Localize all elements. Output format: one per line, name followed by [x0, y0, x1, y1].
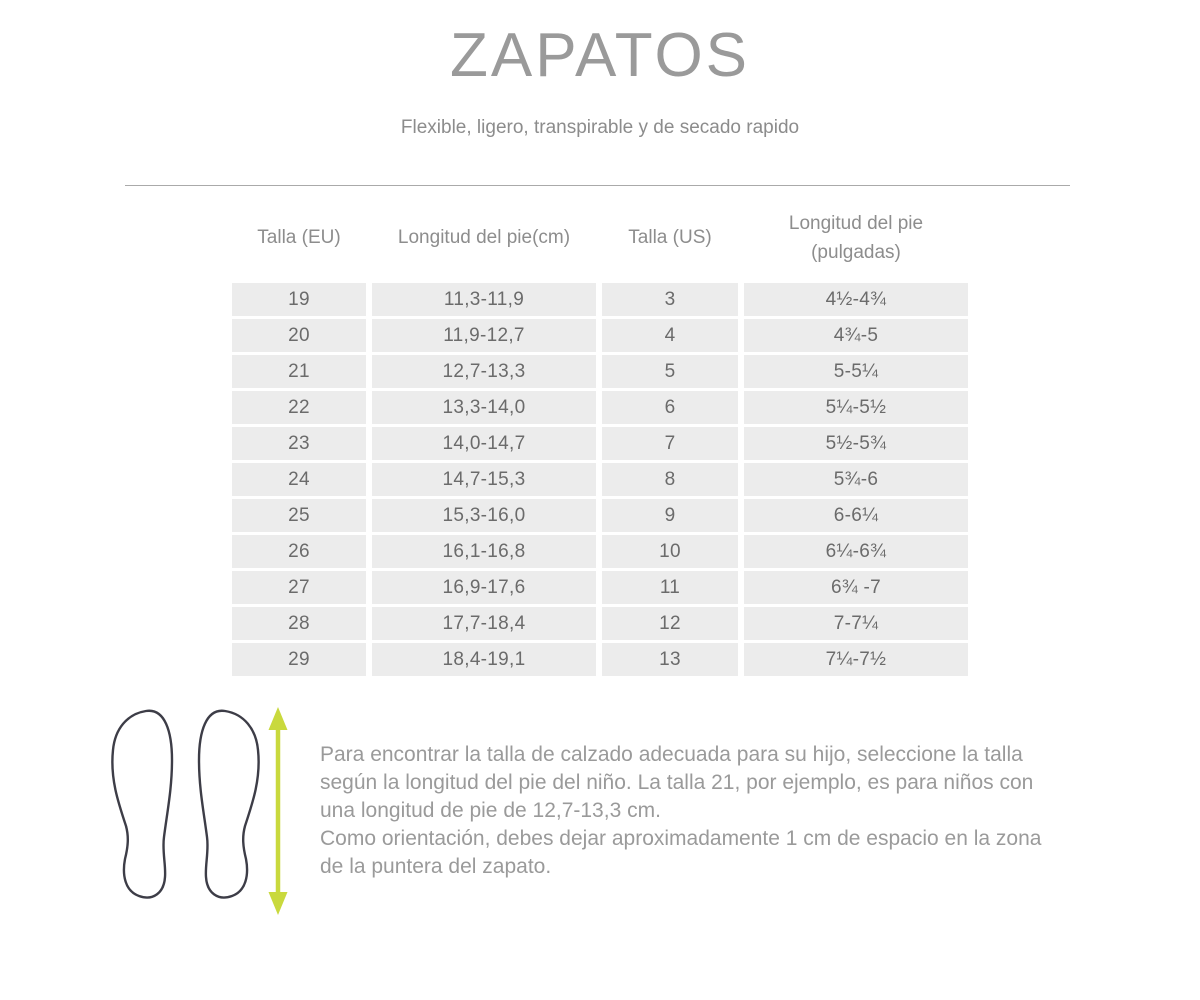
- fit-note-paragraph: Para encontrar la talla de calzado adecuada para su hijo, seleccione la talla según la longitud del pie del niño. La talla 21, por ejemplo, es para niños con una longitud de pie de 12,7-13,3 cm.: [320, 743, 1034, 822]
- fit-note-paragraph: Como orientación, debes dejar aproximadamente 1 cm de espacio en la zona de la puntera del zapato.: [320, 827, 1042, 878]
- table-cell: 25: [232, 499, 366, 532]
- table-cell: 24: [232, 463, 366, 496]
- table-cell: 4¾-5: [744, 319, 968, 352]
- size-table-body: [232, 283, 968, 676]
- table-cell: 20: [232, 319, 366, 352]
- fit-note: [320, 741, 1042, 881]
- table-cell: 12,7-13,3: [372, 355, 596, 388]
- table-cell: 11,3-11,9: [372, 283, 596, 316]
- left-foot-outline: [112, 711, 172, 898]
- divider: [125, 185, 1070, 186]
- table-cell: 10: [602, 535, 738, 568]
- table-cell: 7-7¼: [744, 607, 968, 640]
- table-cell: 8: [602, 463, 738, 496]
- column-header-longitud-pulgadas: Longitud del pie (pulgadas): [788, 212, 924, 263]
- table-cell: 18,4-19,1: [372, 643, 596, 676]
- table-cell: 16,1-16,8: [372, 535, 596, 568]
- table-cell: 28: [232, 607, 366, 640]
- table-cell: 17,7-18,4: [372, 607, 596, 640]
- right-foot-outline: [199, 711, 259, 898]
- table-cell: 6: [602, 391, 738, 424]
- table-cell: 4½-4¾: [744, 283, 968, 316]
- table-cell: 5½-5¾: [744, 427, 968, 460]
- page-title: ZAPATOS: [449, 21, 751, 90]
- table-cell: 27: [232, 571, 366, 604]
- column-header-talla-us: Talla (US): [628, 227, 712, 249]
- table-cell: 13: [602, 643, 738, 676]
- table-cell: 23: [232, 427, 366, 460]
- table-cell: 14,7-15,3: [372, 463, 596, 496]
- table-cell: 14,0-14,7: [372, 427, 596, 460]
- column-header-longitud-cm: Longitud del pie(cm): [397, 227, 571, 249]
- table-cell: 5¾-6: [744, 463, 968, 496]
- table-cell: 5: [602, 355, 738, 388]
- table-cell: 13,3-14,0: [372, 391, 596, 424]
- table-cell: 21: [232, 355, 366, 388]
- column-header-talla-eu: Talla (EU): [257, 227, 341, 249]
- table-cell: 11: [602, 571, 738, 604]
- table-cell: 7¼-7½: [744, 643, 968, 676]
- table-cell: 5-5¼: [744, 355, 968, 388]
- table-cell: 26: [232, 535, 366, 568]
- table-cell: 3: [602, 283, 738, 316]
- table-cell: 16,9-17,6: [372, 571, 596, 604]
- table-cell: 6-6¼: [744, 499, 968, 532]
- feet-illustration: [104, 698, 299, 926]
- table-cell: 22: [232, 391, 366, 424]
- table-cell: 12: [602, 607, 738, 640]
- table-cell: 19: [232, 283, 366, 316]
- table-cell: 6¾ -7: [744, 571, 968, 604]
- measure-arrow-icon: [269, 707, 288, 915]
- table-cell: 7: [602, 427, 738, 460]
- page-subtitle: Flexible, ligero, transpirable y de secado rapido: [400, 117, 800, 138]
- table-cell: 6¼-6¾: [744, 535, 968, 568]
- size-table-header: [232, 201, 968, 275]
- table-cell: 15,3-16,0: [372, 499, 596, 532]
- table-cell: 4: [602, 319, 738, 352]
- table-cell: 9: [602, 499, 738, 532]
- table-cell: 29: [232, 643, 366, 676]
- table-cell: 11,9-12,7: [372, 319, 596, 352]
- table-cell: 5¼-5½: [744, 391, 968, 424]
